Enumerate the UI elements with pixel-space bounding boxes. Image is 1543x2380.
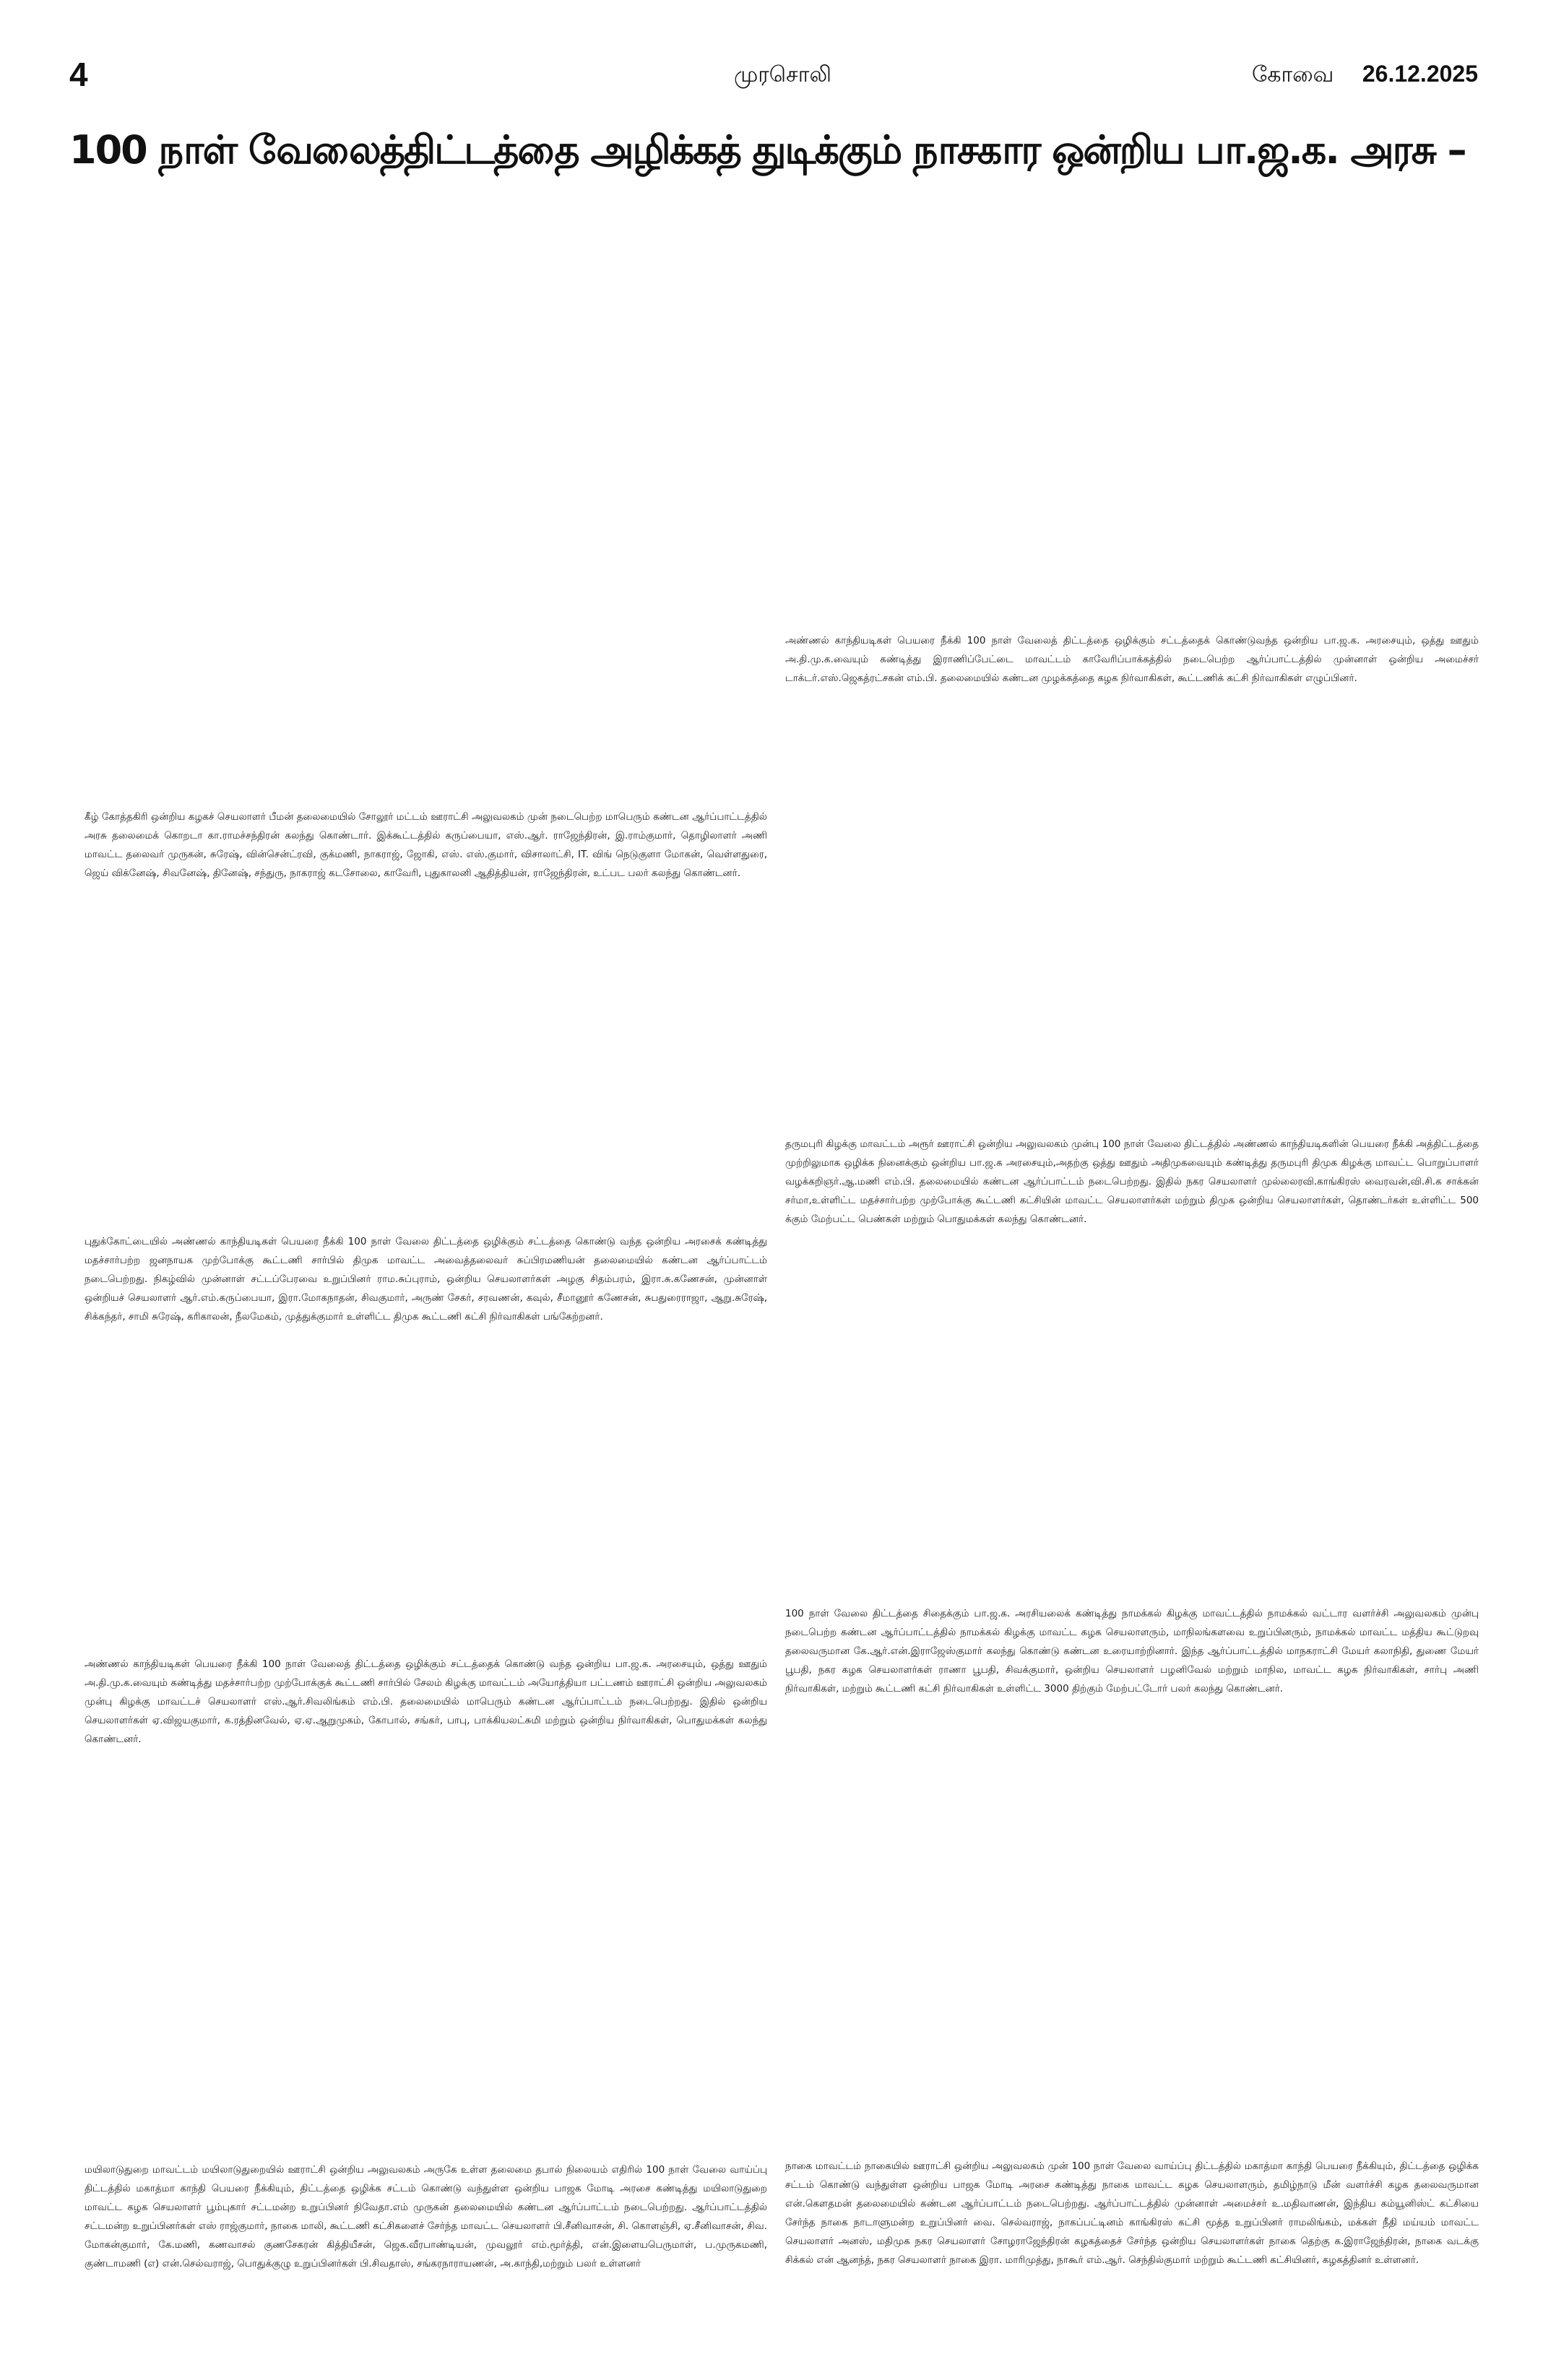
caption-kaveripakkam: அண்ணல் காந்தியடிகள் பெயரை நீக்கி 100 நாள் வேலைத் திட்டத்தை ஒழிக்கும் சட்டத்தைக் கொண்டுவந்த ஒன்றிய பா.ஜ.க. அரசையும், ஒத்து ஊதும் அ.தி.மு.க.வையும் கண்டித்து இராணிப்பேட்டை மாவட்டம் காவேரிப்பாக்கத்தில் நடைபெற்ற ஆர்ப்பாட்டத்தில் முன்னாள் ஒன்றிய அமைச்சர் டாக்டர்.எஸ்.ஜெகத்ரட்சகன் எம்.பி. தலைமையில் கண்டன முழக்கத்தை கழக நிர்வாகிகள், கூட்டணிக் கட்சி நிர்வாகிகள் எழுப்பினர். — [785, 635, 1479, 684]
page-number: 4 — [69, 56, 88, 93]
caption-pudukkottai: புதுக்கோட்டையில் அண்ணல் காந்தியடிகள் பெயரை நீக்கி 100 நாள் வேலை திட்டத்தை ஒழிக்கும் சட்டத்தை கொண்டு வந்த ஒன்றிய அரசைக் கண்டித்து மதச்சார்பற்ற ஜனநாயக முற்போக்கு கூட்டணி சார்பில் திமுக மாவட்ட அவைத்தலைவர் சுப்பிரமணியன் தலைமையில் கண்டன ஆர்ப்பாட்டம் நடைபெற்றது. நிகழ்வில் முன்னாள் சட்டப்பேரவை உறுப்பினர் ராம.சுப்புராம், ஒன்றிய செயலாளர்கள் அழகு சிதம்பரம், இரா.சு.கணேசன், முன்னாள் ஒன்றியச் செயலாளர் ஆர்.எம்.கருப்பையா, இரா.மோகநாதன், சிவகுமார், அருண் சேகர், சரவணன், கவுல், சீமானூர் கணேசன், சுபதுரைராஜா, ஆறு.சுரேஷ், சிக்கந்தர், சாமி சுரேஷ், கரிகாலன், நீலமேகம், முத்துக்குமார் உள்ளிட்ட திமுக கூட்டணி கட்சி நிர்வாகிகள் பங்கேற்றனர். — [85, 1236, 767, 1323]
caption-salem: அண்ணல் காந்தியடிகள் பெயரை நீக்கி 100 நாள் வேலைத் திட்டத்தை ஒழிக்கும் சட்டத்தைக் கொண்டு வந்த ஒன்றிய பா.ஜ.க. அரசையும், ஒத்து ஊதும் அ.தி.மு.க.வையும் கண்டித்து மதச்சார்பற்ற முற்போக்குக் கூட்டணி சார்பில் சேலம் கிழக்கு மாவட்டம் அயோத்தியா பட்டணம் ஊராட்சி ஒன்றிய அலுவலகம் முன்பு கிழக்கு மாவட்டச் செயலாளர் எஸ்.ஆர்.சிவலிங்கம் எம்.பி. தலைமையில் மாபெரும் கண்டன ஆர்ப்பாட்டம் நடைபெற்றது. இதில் ஒன்றிய செயலாளர்கள் ஏ.விஜயகுமார், க.ரத்தினவேல், ஏ.ஏ.ஆறுமுகம், கோபால், சங்கர், பாபு, பாக்கியலட்சுமி மற்றும் ஒன்றிய நிர்வாகிகள், பொதுமக்கள் கலந்து கொண்டனர். — [85, 1658, 767, 1745]
edition-name: கோவை — [1252, 62, 1334, 87]
caption-namakkal: 100 நாள் வேலை திட்டத்தை சிதைக்கும் பா.ஜ.க. அரசியலைக் கண்டித்து நாமக்கல் கிழக்கு மாவட்டத்தில் நாமக்கல் வட்டார வளர்ச்சி அலுவலகம் முன்பு நடைபெற்ற கண்டன ஆர்ப்பாட்டத்தில் நாமக்கல் கிழக்கு மாவட்ட கழக செயலாளரும், மாநிலங்களவை உறுப்பினரும், நாமக்கல் மாவட்ட மத்திய கூட்டுறவு தலைவருமான கே.ஆர்.என்.இராஜேஸ்குமார் கலந்து கொண்டு கண்டன உரையாற்றினார். இந்த ஆர்ப்பாட்டத்தில் மாநகராட்சி மேயர் கலாநிதி, துணை மேயர் பூபதி, நகர கழக செயலாளர்கள் ராணா பூபதி, சிவக்குமார், ஒன்றிய செயலாளர் பழனிவேல் மற்றும் மாநில, மாவட்ட கழக நிர்வாகிகள், சார்பு அணி நிர்வாகிகள், மற்றும் கூட்டணி கட்சி நிர்வாகிகள் உள்ளிட்ட 3000 திற்கும் மேற்பட்டோர் பலர் கலந்து கொண்டனர். — [785, 1608, 1479, 1695]
caption-mayiladuthurai: மயிலாடுதுறை மாவட்டம் மயிலாடுதுறையில் ஊராட்சி ஒன்றிய அலுவலகம் அருகே உள்ள தலைமை தபால் நிலையம் எதிரில் 100 நாள் வேலை வாய்ப்பு திட்டத்தில் மகாத்மா காந்தி பெயரை நீக்கியும், திட்டத்தை ஒழிக்க சட்டம் கொண்டு வந்துள்ள ஒன்றிய பாஜக மோடி அரசை கண்டித்து மயிலாடுதுறை மாவட்ட கழக செயலாளர் பூம்புகார் சட்டமன்ற உறுப்பினர் நிவேதா.எம் முருகன் தலைமையில் கண்டன ஆர்ப்பாட்டம் நடைபெற்றது. ஆர்ப்பாட்டத்தில் சட்டமன்ற உறுப்பினர்கள் எஸ் ராஜ்குமார், நாகை மாலி, கூட்டணி கட்சிகளைச் சேர்ந்த மாவட்ட செயலாளர் பி.சீனிவாசன், சி. கொளஞ்சி, ஏ.சீனிவாசன், சிவ. மோகன்குமார், கே.மணி, கணவாசல் குணசேகரன் கித்தியீசன், ஜெக.வீரபாண்டியன், முவலூர் எம்.மூர்த்தி, என்.இளையபெருமாள், ப.முருகமணி, குண்டாமணி (எ) என்.செல்வராஜ், பொதுக்குழு உறுப்பினர்கள் பி.சிவதாஸ், சங்கரநாராயணன், அ.காந்தி,மற்றும் பலர் உள்ளனர் — [85, 2164, 767, 2269]
page-headline: 100 நாள் வேலைத்திட்டத்தை அழிக்கத் துடிக்கும் நாசகார ஒன்றிய பா.ஜ.க. அரசு – — [69, 127, 1466, 173]
caption-nagai: நாகை மாவட்டம் நாகையில் ஊராட்சி ஒன்றிய அலுவலகம் முன் 100 நாள் வேலை வாய்ப்பு திட்டத்தில் மகாத்மா காந்தி பெயரை நீக்கியும், திட்டத்தை ஒழிக்க சட்டம் கொண்டு வந்துள்ள ஒன்றிய பாஜக மோடி அரசை கண்டித்து நாகை மாவட்ட கழக செயலாளரும், தமிழ்நாடு மீன் வளர்ச்சி கழக தலைவருமான என்.கௌதமன் தலைமையில் கண்டன ஆர்ப்பாட்டம் நடைபெற்றது. ஆர்ப்பாட்டத்தில் முன்னாள் அமைச்சர் உ.மதிவாணன், இந்திய கம்யூனிஸ்ட் கட்சியை சேர்ந்த நாகை நாடாளுமன்ற உறுப்பினர் வை. செல்வராஜ், நாகப்பட்டினம் காங்கிரஸ் கட்சி மூத்த உறுப்பினர் ராமலிங்கம், மக்கள் நீதி மய்யம் மாவட்ட செயலாளர் அனஸ், மதிமுக நகர செயலாளர் சோழராஜேந்திரன் கழகத்தைச் சேர்ந்த ஒன்றிய செயலாளர்கள் நாகை தெற்கு க.இராஜேந்திரன், நாகை வடக்கு சிக்கல் என் ஆனந்த், நகர செயலாளர் நாகை இரா. மாரிமுத்து, நாகூர் எம்.ஆர். செந்தில்குமார் மற்றும் கூட்டணி கட்சியினர், கழகத்தினர் உள்ளனர். — [785, 2160, 1479, 2266]
masthead-title: முரசொலி — [734, 62, 831, 87]
caption-kotagiri: கீழ் கோத்தகிரி ஒன்றிய கழகச் செயலாளர் பீமன் தலைமையில் சோலூர் மட்டம் ஊராட்சி அலுவலகம் முன் நடைபெற்ற மாபெரும் கண்டன ஆர்ப்பாட்டத்தில் அரசு தலைமைக் கொறடா கா.ராமச்சந்திரன் கலந்து கொண்டார். இக்கூட்டத்தில் கருப்பையா, எஸ்.ஆர். ராஜேந்திரன், இ.ராம்குமார், தொழிலாளர் அணி மாவட்ட தலைவர் முருகன், சுரேஷ், வின்சென்ட்ரவி, குக்மணி, நாகராஜ், ஜோகி, எஸ். எஸ்.குமார், விசாலாட்சி, IT. விங் நெடுகுளா மோகன், வெள்ளதுரை, ஜெய் விக்னேஷ், சிவனேஷ், தினேஷ், சந்துரு, நாகராஜ் கடசோலை, காவேரி, புதுகாலனி ஆதித்தியன், ராஜேந்திரன், உட்பட பலர் கலந்து கொண்டனர். — [85, 811, 767, 879]
edition-date: 26.12.2025 — [1362, 61, 1478, 87]
photo-slot-top — [69, 188, 1478, 621]
edition-info — [1252, 59, 1478, 90]
caption-dharmapuri: தருமபுரி கிழக்கு மாவட்டம் அரூர் ஊராட்சி ஒன்றிய அலுவலகம் முன்பு 100 நாள் வேலை திட்டத்தில் அண்ணல் காந்தியடிகளின் பெயரை நீக்கி அத்திட்டத்தை முற்றிலுமாக ஒழிக்க நினைக்கும் ஒன்றிய பா.ஜ.க அரசையும்,அதற்கு ஒத்து ஊதும் அதிமுகவையும் கண்டித்து தருமபுரி திமுக கிழக்கு மாவட்ட பொறுப்பாளர் வழக்கறிஞர்.ஆ.மணி எம்.பி. தலைமையில் கண்டன ஆர்ப்பாட்டம் நடைபெற்றது. இதில் நகர செயலாளர் முல்லைரவி.காங்கிரஸ் வைரவன்,வி.சி.க சாக்கன் சர்மா,உள்ளிட்ட மதச்சார்பற்ற முற்போக்கு கூட்டணி கட்சியின் மாவட்ட செயலாளர்கள் மற்றும் திமுக ஒன்றிய செயலாளர்கள், தொண்டர்கள் உள்ளிட்ட 500 க்கும் மேற்பட்ட பெண்கள் மற்றும் பொதுமக்கள் கலந்து கொண்டனர். — [785, 1138, 1479, 1225]
page-header — [69, 56, 1478, 92]
